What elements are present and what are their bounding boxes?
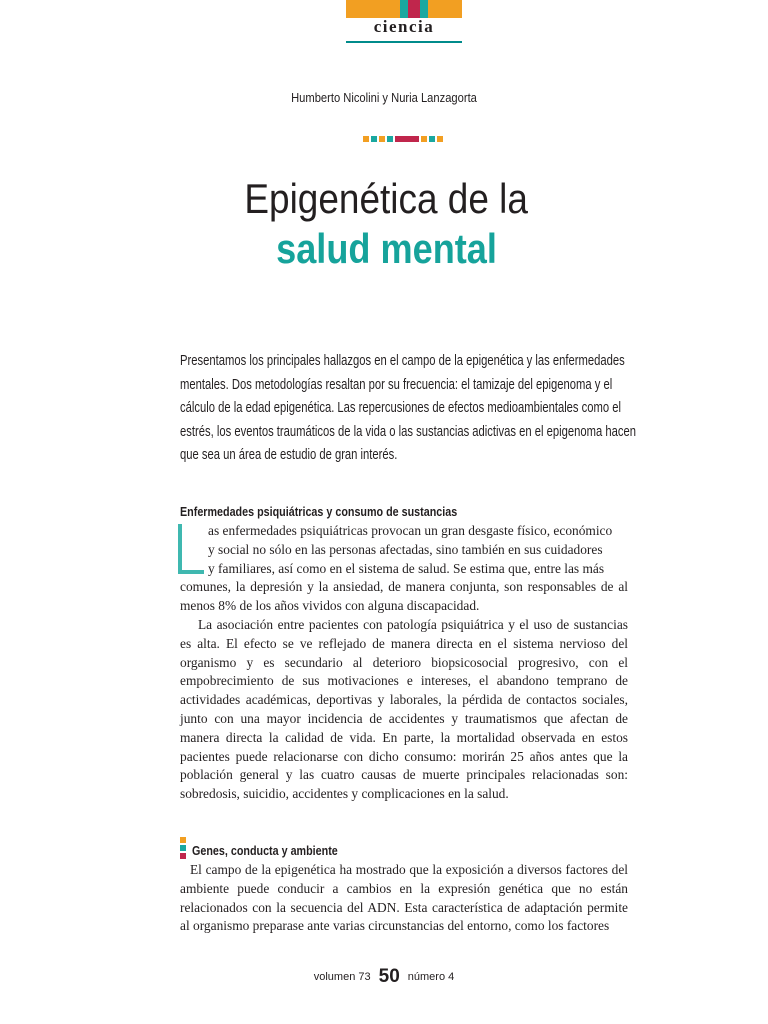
paragraph: comunes, la depresión y la ansiedad, de manera conjunta, son responsables de al menos 8% de los años vividos con alguna discapacidad. [180, 579, 628, 614]
marker-square [180, 837, 186, 843]
title-line-2: salud mental [276, 225, 497, 272]
decor-bar [395, 136, 419, 142]
page-footer [0, 966, 768, 988]
marker-square [180, 853, 186, 859]
decor-square [429, 136, 435, 142]
decor-square [437, 136, 443, 142]
section-body [180, 861, 628, 936]
color-block [346, 0, 400, 18]
color-block [400, 0, 408, 18]
text-line: y social no sólo en las personas afectadas, sino también en sus cuidadores [208, 541, 603, 557]
section-heading: Enfermedades psiquiátricas y consumo de sustancias [180, 505, 458, 519]
abstract: Presentamos los principales hallazgos en el campo de la epigenética y las enfermedades mentales. Dos metodologías resaltan por su frecuencia: el tamizaje del epigenoma y el cálculo de la edad epigenética. Las repercusiones de efectos medioambientales como el estrés, los eventos traumáticos de la vida o las sustancias adictivas en el epigenoma hacen que sea un área de estudio de gran interés. [180, 353, 636, 464]
decor-square [371, 136, 377, 142]
decor-square [363, 136, 369, 142]
authors: Humberto Nicolini y Nuria Lanzagorta [291, 90, 477, 105]
title-decoration [363, 136, 443, 142]
header-color-bar [346, 0, 462, 18]
dropcap-paragraph [180, 522, 628, 578]
section-rule [346, 41, 462, 43]
paragraph: La asociación entre pacientes con patología psiquiátrica y el uso de sustancias es alta. El efecto se ve reflejado de manera directa en el sistema nervioso del organismo y es secundario al deterioro biopsicosocial progresivo, con el empobrecimiento de sus motivaciones e intereses, el abandono temprano de actividades académicas, deportivas y laborales, la pérdida de contactos sociales, junto con una mayor incidencia de accidentes y traumatismos que afectan de manera directa la calidad de vida. En parte, la mortalidad observada en estos pacientes puede relacionarse con dicho consumo: morirán 25 años antes que la población general y las cuatro causas de muerte principales relacionadas son: sobredosis, suicidio, accidentes y complicaciones en la salud. [180, 616, 628, 802]
text-line: as enfermedades psiquiátricas provocan un gran desgaste físico, económico [208, 523, 613, 538]
text-line: y familiares, así como en el sistema de salud. Se estima que, entre las más [208, 560, 605, 576]
section-label: ciencia [373, 17, 435, 36]
decor-square [421, 136, 427, 142]
issue-label: número 4 [407, 971, 455, 983]
marker-square [180, 845, 186, 851]
color-block [428, 0, 462, 18]
color-block [408, 0, 420, 18]
dropcap-letter [178, 524, 206, 576]
decor-square [387, 136, 393, 142]
section-heading: Genes, conducta y ambiente [192, 844, 338, 858]
title-line-1: Epigenética de la [244, 175, 528, 222]
volume-label: volumen 73 [313, 971, 371, 983]
paragraph: El campo de la epigenética ha mostrado que la exposición a diversos factores del ambiente puede conducir a cambios en la expresión genética que no están relacionados con la secuencia del ADN. Esta característica de adaptación permite al organismo preparase ante varias circunstancias del entorno, como los factores [180, 862, 628, 934]
section-marker [180, 837, 186, 861]
color-block [420, 0, 428, 18]
decor-square [379, 136, 385, 142]
section-body [180, 522, 628, 804]
page-number: 50 [378, 966, 400, 987]
